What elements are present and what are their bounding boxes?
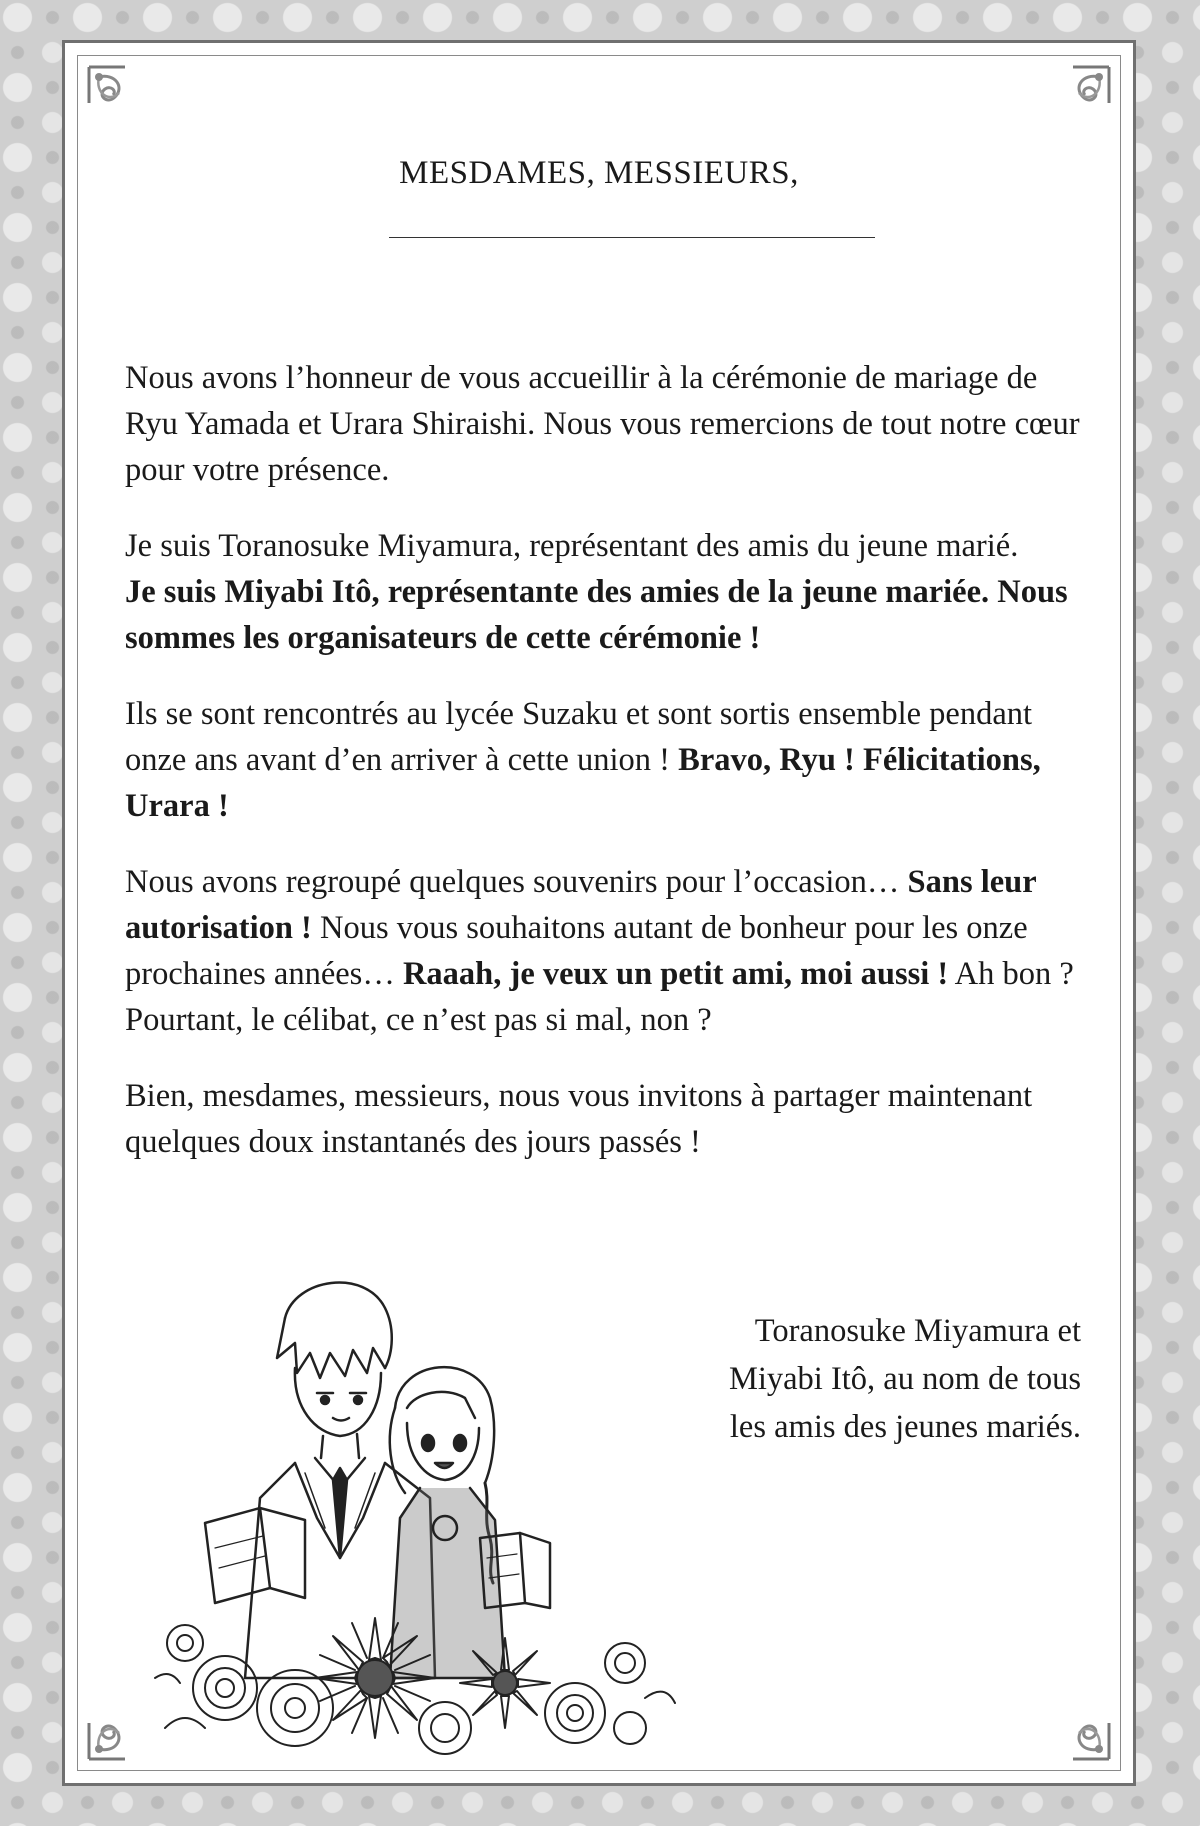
boyfriend-text: Raaah, je veux un petit ami, moi aussi ! xyxy=(402,956,949,992)
organizer-ito-text: Je suis Miyabi Itô, représentante des amies de la jeune mariée. Nous sommes les organisateurs de cette cérémonie ! xyxy=(125,574,1068,656)
paragraph-organizers xyxy=(125,523,1085,661)
paragraph-invitation: Bien, mesdames, messieurs, nous vous invitons à partager maintenant quelques doux instantanés des jours passés ! xyxy=(125,1078,1033,1160)
invitation-body xyxy=(125,355,1085,1195)
heading-underline xyxy=(389,237,875,238)
signature-block xyxy=(661,1307,1081,1451)
couple-illustration xyxy=(145,1258,685,1758)
celibacy-text: Ah bon ? Pourtant, le célibat, ce n’est pas si mal, non ? xyxy=(125,956,1074,1038)
paragraph-story xyxy=(125,691,1085,829)
wishes-text: Nous vous souhaitons autant de bonheur pour les onze prochaines années… xyxy=(125,910,1028,992)
invitation-heading: MESDAMES, MESSIEURS, xyxy=(399,155,799,191)
paragraph-welcome: Nous avons l’honneur de vous accueillir à la cérémonie de mariage de Ryu Yamada et Urara Shiraishi. Nous vous remercions de tout notre cœur pour votre présence. xyxy=(125,360,1080,488)
signature-line: Toranosuke Miyamura et xyxy=(754,1313,1081,1349)
ornament-corner-icon xyxy=(85,63,165,143)
congratulations-text: Bravo, Ryu ! Félicitations, Urara ! xyxy=(125,742,1041,824)
story-text: Ils se sont rencontrés au lycée Suzaku et sont sortis ensemble pendant onze ans avant d’en arriver à cette union ! xyxy=(125,696,1033,778)
paragraph-souvenirs xyxy=(125,859,1085,1043)
souvenirs-text: Nous avons regroupé quelques souvenirs pour l’occasion… xyxy=(125,864,900,900)
no-permission-text: Sans leur autorisation ! xyxy=(125,864,1037,946)
signature-line: Miyabi Itô, au nom de tous xyxy=(728,1361,1081,1397)
ornament-corner-icon xyxy=(1033,63,1113,143)
organizer-miyamura-text: Je suis Toranosuke Miyamura, représentant des amis du jeune marié. xyxy=(125,528,1019,564)
invitation-frame xyxy=(62,40,1136,1786)
ornament-corner-icon xyxy=(1033,1683,1113,1763)
signature-line: les amis des jeunes mariés. xyxy=(729,1409,1081,1445)
